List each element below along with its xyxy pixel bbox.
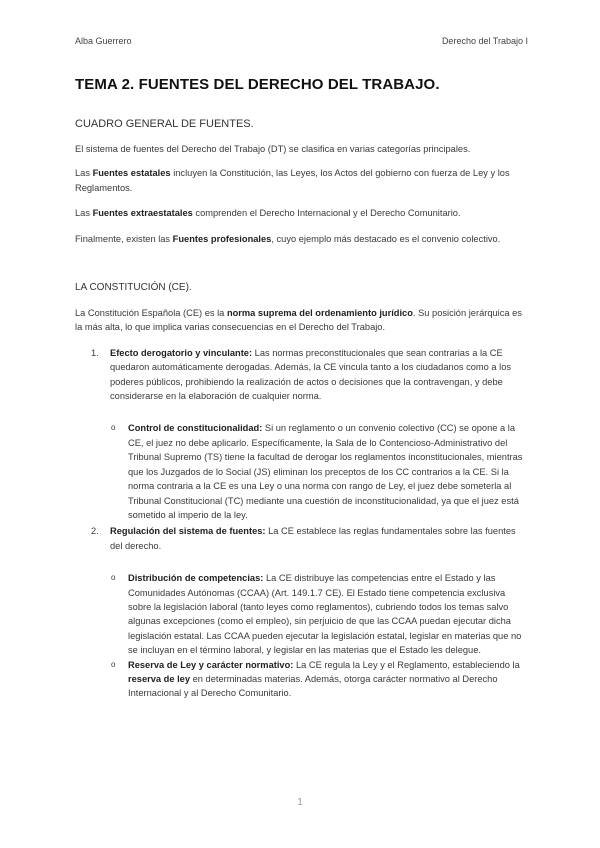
paragraph-fuentes-profesionales: Finalmente, existen las Fuentes profesionales, cuyo ejemplo más destacado es el convenio colectivo. [75,233,501,244]
header-author: Alba Guerrero [75,36,132,46]
paragraph-constitucion-intro: La Constitución Española (CE) es la norma suprema del ordenamiento jurídico. Su posición jerárquica es la más alta, lo que implica varias consecuencias en el Derecho del Trabajo. [75,308,522,333]
bullet-marker: o [111,659,116,669]
bullet-marker: o [111,573,116,583]
list-number: 1. [91,347,99,358]
paragraph-fuentes-estatales: Las Fuentes estatales incluyen la Constitución, las Leyes, los Actos del gobierno con fuerza de Ley y los Reglamentos. [75,168,510,193]
sub-list-item: o Distribución de competencias: La CE distribuye las competencias entre el Estado y las Comunidades Autónomas (CCAA) (Art. 149.1.7 CE). El Estado tiene competencia exclusiva sobre la legislación laboral (tanto leyes como reglamentos), cubriendo todos los temas salvo algunas excepciones (como el empleo), sin perjuicio de que las CCAA puedan ejecutar dicha legislación estatal. Las CCAA pueden ejecutar la legislación estatal, legislar en materias que no se incluyan en el término laboral, y legislar en las materias que el Estado les delegue. [111,573,522,656]
section-heading-fuentes: CUADRO GENERAL DE FUENTES. [75,118,254,130]
section-heading-constitucion: LA CONSTITUCIÓN (CE). [75,282,192,294]
bullet-marker: o [111,423,116,433]
paragraph-fuentes-extraestatales: Las Fuentes extraestatales comprenden el Derecho Internacional y el Derecho Comunitario. [75,208,461,219]
list-item: 2. Regulación del sistema de fuentes: La CE establece las reglas fundamentales sobre las fuentes del derecho. o Distribución de competencias: La CE distribuye las competencias entre el Estado y las Comunidades Autónomas (CCAA) (Art. 149.1.7 CE). El Estado tiene competencia exclusiva sobre la legislación laboral (tanto leyes como reglamentos), cubriendo todos los temas salvo algunas excepciones (como el empleo), sin perjuicio de que las CCAA puedan ejecutar dicha legislación estatal. Las CCAA pueden ejecutar la legislación estatal, legislar en materias que no se incluyan en el término laboral, y legislar en las materias que el Estado les delegue. o Reserva de Ley y carácter normativo: La CE regula la Ley y el Reglamento, estableciendo la reserva de ley en determinadas materias. Además, otorga carácter normativo al Derecho Internacional y al Derecho Comunitario. [75,524,527,700]
list-number: 2. [91,526,99,537]
page-title: TEMA 2. FUENTES DEL DERECHO DEL TRABAJO. [75,76,440,93]
list-item: 1. Efecto derogatorio y vinculante: Las normas preconstitucionales que sean contrarias a la CE quedaron automáticamente derogadas. Además, la CE vincula tanto a los ciudadanos como a los poderes públicos, prohibiendo la realización de actos o decisiones que la contravengan, y debe considerarse en la elaboración de cualquier norma. o Control de constitucionalidad: Si un reglamento o un convenio colectivo (CC) se opone a la CE, el juez no debe aplicarlo. Específicamente, la Sala de lo Contencioso-Administrativo del Tribunal Supremo (TS) tiene la facultad de derogar los reglamentos inconstitucionales, mientras que los Juzgados de lo Social (JS) eliminan los preceptos de los CC contrarios a la CE. Si la norma contraria a la CE es una Ley o una norma con rango de Ley, el juez debe someterla al Tribunal Constitucional (TC) mediante una cuestión de inconstitucionalidad, ya que el juez está sometido al imperio de la ley. [75,346,527,522]
page-number: 1 [297,797,303,808]
sub-list-item: o Reserva de Ley y carácter normativo: La CE regula la Ley y el Reglamento, estableciendo la reserva de ley en determinadas materias. Además, otorga carácter normativo al Derecho Internacional y al Derecho Comunitario. [111,659,520,699]
header-course: Derecho del Trabajo I [441,36,528,46]
sub-list-item: o Control de constitucionalidad: Si un reglamento o un convenio colectivo (CC) se opone a la CE, el juez no debe aplicarlo. Específicamente, la Sala de lo Contencioso-Administrativo del Tribunal Supremo (TS) tiene la facultad de derogar los reglamentos inconstitucionales, mientras que los Juzgados de lo Social (JS) eliminan los preceptos de los CC contrarios a la CE. Si la norma contraria a la CE es una Ley o una norma con rango de Ley, el juez debe someterla al Tribunal Constitucional (TC) mediante una cuestión de inconstitucionalidad, ya que el juez está sometido al imperio de la ley. [111,423,523,520]
paragraph-intro: El sistema de fuentes del Derecho del Trabajo (DT) se clasifica en varias categorías principales. [75,144,471,154]
page-content [75,76,527,701]
numbered-list [75,346,527,701]
